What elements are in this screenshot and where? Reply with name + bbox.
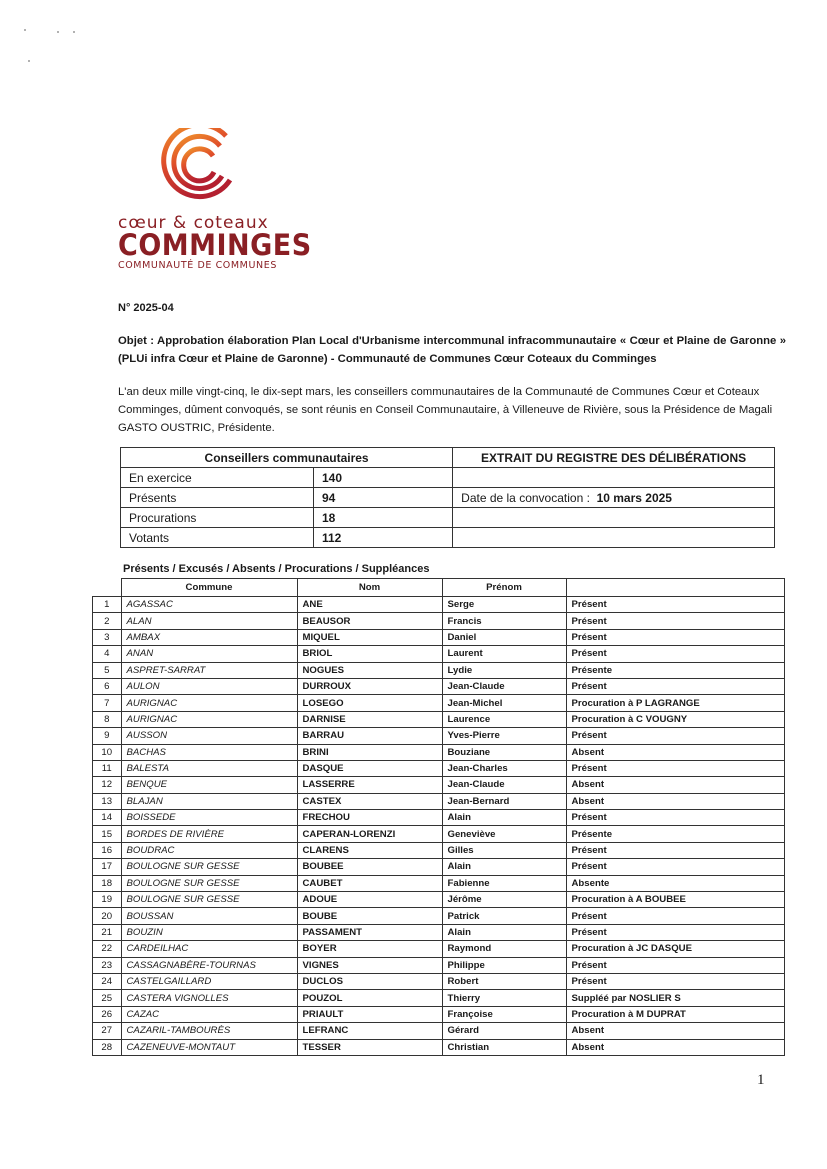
- table-row: [93, 957, 785, 973]
- column-header-statut: [566, 579, 785, 597]
- table-row: [93, 990, 785, 1006]
- table-row: [93, 924, 785, 940]
- table-row: [93, 728, 785, 744]
- summary-label: Votants: [121, 528, 314, 548]
- table-row: [93, 777, 785, 793]
- row-number: 25: [93, 990, 122, 1006]
- first-name-cell: Bouziane: [442, 744, 566, 760]
- status-cell: Présent: [566, 613, 785, 629]
- status-cell: Présent: [566, 842, 785, 858]
- last-name-cell: POUZOL: [297, 990, 442, 1006]
- status-cell: Présent: [566, 957, 785, 973]
- commune-cell: BORDES DE RIVIÈRE: [121, 826, 297, 842]
- column-header-nom: Nom: [297, 579, 442, 597]
- last-name-cell: CASTEX: [297, 793, 442, 809]
- row-number: 10: [93, 744, 122, 760]
- status-cell: Présent: [566, 973, 785, 989]
- first-name-cell: Philippe: [442, 957, 566, 973]
- status-cell: Absent: [566, 1023, 785, 1039]
- row-number: 24: [93, 973, 122, 989]
- status-cell: Présent: [566, 728, 785, 744]
- table-row: [93, 1039, 785, 1055]
- table-row: [93, 875, 785, 891]
- status-cell: Procuration à P LAGRANGE: [566, 695, 785, 711]
- status-cell: Suppléé par NOSLIER S: [566, 990, 785, 1006]
- first-name-cell: Alain: [442, 924, 566, 940]
- row-number: 13: [93, 793, 122, 809]
- status-cell: Présente: [566, 662, 785, 678]
- row-number: 7: [93, 695, 122, 711]
- first-name-cell: Christian: [442, 1039, 566, 1055]
- commune-cell: BALESTA: [121, 760, 297, 776]
- status-cell: Présent: [566, 760, 785, 776]
- table-row: [93, 810, 785, 826]
- commune-cell: BOULOGNE SUR GESSE: [121, 859, 297, 875]
- last-name-cell: BARRAU: [297, 728, 442, 744]
- first-name-cell: Laurence: [442, 711, 566, 727]
- deliberation-number: N° 2025-04: [118, 302, 174, 314]
- commune-cell: CARDEILHAC: [121, 941, 297, 957]
- table-row: [93, 941, 785, 957]
- status-cell: Procuration à M DUPRAT: [566, 1006, 785, 1022]
- commune-cell: CAZARIL-TAMBOURÈS: [121, 1023, 297, 1039]
- scan-speck: [57, 31, 59, 33]
- commune-cell: BOULOGNE SUR GESSE: [121, 875, 297, 891]
- row-number: 18: [93, 875, 122, 891]
- first-name-cell: Geneviève: [442, 826, 566, 842]
- summary-label: Procurations: [121, 508, 314, 528]
- row-number: 12: [93, 777, 122, 793]
- commune-cell: CASSAGNABÈRE-TOURNAS: [121, 957, 297, 973]
- scan-speck: [73, 31, 75, 33]
- last-name-cell: DARNISE: [297, 711, 442, 727]
- commune-cell: AGASSAC: [121, 597, 297, 613]
- first-name-cell: Jérôme: [442, 892, 566, 908]
- status-cell: Présent: [566, 646, 785, 662]
- last-name-cell: FRECHOU: [297, 810, 442, 826]
- table-row: [93, 892, 785, 908]
- last-name-cell: BRIOL: [297, 646, 442, 662]
- last-name-cell: DUCLOS: [297, 973, 442, 989]
- commune-cell: BOUZIN: [121, 924, 297, 940]
- row-number: 6: [93, 678, 122, 694]
- summary-empty-cell: [453, 468, 775, 488]
- table-row: [93, 1006, 785, 1022]
- status-cell: Absent: [566, 777, 785, 793]
- last-name-cell: PASSAMENT: [297, 924, 442, 940]
- summary-value: 94: [314, 488, 453, 508]
- attendance-section-title: Présents / Excusés / Absents / Procurations / Suppléances: [123, 563, 430, 575]
- last-name-cell: CAPERAN-LORENZI: [297, 826, 442, 842]
- status-cell: Procuration à C VOUGNY: [566, 711, 785, 727]
- first-name-cell: Daniel: [442, 629, 566, 645]
- table-row: [93, 1023, 785, 1039]
- summary-value: 18: [314, 508, 453, 528]
- last-name-cell: BOYER: [297, 941, 442, 957]
- first-name-cell: Alain: [442, 810, 566, 826]
- column-header-index: [93, 579, 122, 597]
- last-name-cell: LASSERRE: [297, 777, 442, 793]
- first-name-cell: Jean-Michel: [442, 695, 566, 711]
- convocation-date-cell: [453, 488, 775, 508]
- last-name-cell: CLARENS: [297, 842, 442, 858]
- first-name-cell: Jean-Charles: [442, 760, 566, 776]
- summary-header-right: EXTRAIT DU REGISTRE DES DÉLIBÉRATIONS: [453, 448, 775, 468]
- row-number: 5: [93, 662, 122, 678]
- status-cell: Présent: [566, 629, 785, 645]
- row-number: 28: [93, 1039, 122, 1055]
- last-name-cell: MIQUEL: [297, 629, 442, 645]
- commune-cell: BENQUE: [121, 777, 297, 793]
- last-name-cell: VIGNES: [297, 957, 442, 973]
- commune-cell: BACHAS: [121, 744, 297, 760]
- commune-cell: AURIGNAC: [121, 695, 297, 711]
- council-summary-table: [120, 447, 775, 548]
- first-name-cell: Françoise: [442, 1006, 566, 1022]
- row-number: 22: [93, 941, 122, 957]
- attendance-header-row: [93, 579, 785, 597]
- commune-cell: AUSSON: [121, 728, 297, 744]
- commune-cell: AULON: [121, 678, 297, 694]
- row-number: 3: [93, 629, 122, 645]
- row-number: 14: [93, 810, 122, 826]
- logo-text-line1: cœur & coteaux: [118, 213, 269, 233]
- attendance-body: [93, 597, 785, 1056]
- organization-logo: [118, 128, 312, 272]
- last-name-cell: ANE: [297, 597, 442, 613]
- summary-value: 112: [314, 528, 453, 548]
- first-name-cell: Patrick: [442, 908, 566, 924]
- convocation-date: 10 mars 2025: [596, 490, 672, 505]
- commune-cell: CASTERA VIGNOLLES: [121, 990, 297, 1006]
- last-name-cell: NOGUES: [297, 662, 442, 678]
- row-number: 2: [93, 613, 122, 629]
- table-row: [93, 760, 785, 776]
- first-name-cell: Lydie: [442, 662, 566, 678]
- status-cell: Absent: [566, 793, 785, 809]
- convocation-label: Date de la convocation :: [461, 490, 590, 505]
- last-name-cell: TESSER: [297, 1039, 442, 1055]
- table-row: [93, 793, 785, 809]
- status-cell: Absent: [566, 1039, 785, 1055]
- last-name-cell: LEFRANC: [297, 1023, 442, 1039]
- last-name-cell: CAUBET: [297, 875, 442, 891]
- last-name-cell: PRIAULT: [297, 1006, 442, 1022]
- table-row: [93, 908, 785, 924]
- commune-cell: ASPRET-SARRAT: [121, 662, 297, 678]
- status-cell: Présent: [566, 924, 785, 940]
- row-number: 16: [93, 842, 122, 858]
- logo-text-line2: COMMINGES: [118, 228, 312, 263]
- first-name-cell: Raymond: [442, 941, 566, 957]
- row-number: 4: [93, 646, 122, 662]
- first-name-cell: Fabienne: [442, 875, 566, 891]
- commune-cell: BOUSSAN: [121, 908, 297, 924]
- first-name-cell: Serge: [442, 597, 566, 613]
- row-number: 15: [93, 826, 122, 842]
- status-cell: Présent: [566, 597, 785, 613]
- last-name-cell: BEAUSOR: [297, 613, 442, 629]
- table-row: [93, 646, 785, 662]
- first-name-cell: Jean-Claude: [442, 678, 566, 694]
- status-cell: Procuration à A BOUBEE: [566, 892, 785, 908]
- commune-cell: CAZAC: [121, 1006, 297, 1022]
- status-cell: Présent: [566, 908, 785, 924]
- first-name-cell: Yves-Pierre: [442, 728, 566, 744]
- table-row: [93, 973, 785, 989]
- summary-label: Présents: [121, 488, 314, 508]
- summary-empty-cell: [453, 528, 775, 548]
- row-number: 11: [93, 760, 122, 776]
- status-cell: Absent: [566, 744, 785, 760]
- last-name-cell: LOSEGO: [297, 695, 442, 711]
- attendance-table: [92, 578, 785, 1056]
- page-number: 1: [757, 1072, 765, 1088]
- summary-header-left: Conseillers communautaires: [121, 448, 453, 468]
- deliberation-subject: Objet : Approbation élaboration Plan Local d'Urbanisme intercommunal infracommunautaire « Cœur et Plaine de Garonne » (PLUi infra Cœur et Plaine de Garonne) - Communauté de Communes Cœur Coteaux du Comminges: [118, 335, 786, 365]
- scan-speck: [28, 60, 30, 62]
- table-row: [93, 695, 785, 711]
- first-name-cell: Jean-Bernard: [442, 793, 566, 809]
- commune-cell: BLAJAN: [121, 793, 297, 809]
- commune-cell: AMBAX: [121, 629, 297, 645]
- summary-label: En exercice: [121, 468, 314, 488]
- first-name-cell: Thierry: [442, 990, 566, 1006]
- last-name-cell: DURROUX: [297, 678, 442, 694]
- status-cell: Procuration à JC DASQUE: [566, 941, 785, 957]
- first-name-cell: Laurent: [442, 646, 566, 662]
- row-number: 23: [93, 957, 122, 973]
- commune-cell: CAZENEUVE-MONTAUT: [121, 1039, 297, 1055]
- column-header-commune: Commune: [121, 579, 297, 597]
- commune-cell: BOULOGNE SUR GESSE: [121, 892, 297, 908]
- table-row: [93, 678, 785, 694]
- first-name-cell: Gilles: [442, 842, 566, 858]
- first-name-cell: Alain: [442, 859, 566, 875]
- scan-speck: [24, 29, 26, 31]
- first-name-cell: Jean-Claude: [442, 777, 566, 793]
- last-name-cell: BRINI: [297, 744, 442, 760]
- last-name-cell: ADOUE: [297, 892, 442, 908]
- row-number: 17: [93, 859, 122, 875]
- row-number: 26: [93, 1006, 122, 1022]
- table-row: [93, 597, 785, 613]
- table-row: [93, 629, 785, 645]
- commune-cell: AURIGNAC: [121, 711, 297, 727]
- status-cell: Présent: [566, 810, 785, 826]
- logo-spiral-icon: [158, 128, 238, 206]
- table-row: [93, 826, 785, 842]
- row-number: 1: [93, 597, 122, 613]
- status-cell: Présent: [566, 678, 785, 694]
- status-cell: Présente: [566, 826, 785, 842]
- row-number: 21: [93, 924, 122, 940]
- first-name-cell: Robert: [442, 973, 566, 989]
- first-name-cell: Francis: [442, 613, 566, 629]
- commune-cell: BOISSEDE: [121, 810, 297, 826]
- column-header-prenom: Prénom: [442, 579, 566, 597]
- introduction-paragraph: L'an deux mille vingt-cinq, le dix-sept mars, les conseillers communautaires de la Communauté de Communes Cœur et Coteaux Comminges, dûment convoqués, se sont réunis en Conseil Communautaire, à Villeneuve de Rivière, sous la Présidence de Magali GASTO OUSTRIC, Présidente.: [118, 386, 773, 434]
- summary-value: 140: [314, 468, 453, 488]
- table-row: [93, 859, 785, 875]
- table-row: [93, 662, 785, 678]
- commune-cell: BOUDRAC: [121, 842, 297, 858]
- commune-cell: ANAN: [121, 646, 297, 662]
- last-name-cell: BOUBE: [297, 908, 442, 924]
- row-number: 8: [93, 711, 122, 727]
- row-number: 20: [93, 908, 122, 924]
- commune-cell: ALAN: [121, 613, 297, 629]
- table-row: [93, 711, 785, 727]
- logo-text-line3: COMMUNAUTÉ DE COMMUNES: [118, 260, 277, 271]
- table-row: [93, 613, 785, 629]
- first-name-cell: Gérard: [442, 1023, 566, 1039]
- table-row: [93, 744, 785, 760]
- status-cell: Présent: [566, 859, 785, 875]
- row-number: 9: [93, 728, 122, 744]
- row-number: 27: [93, 1023, 122, 1039]
- summary-empty-cell: [453, 508, 775, 528]
- commune-cell: CASTELGAILLARD: [121, 973, 297, 989]
- last-name-cell: DASQUE: [297, 760, 442, 776]
- last-name-cell: BOUBEE: [297, 859, 442, 875]
- status-cell: Absente: [566, 875, 785, 891]
- table-row: [93, 842, 785, 858]
- row-number: 19: [93, 892, 122, 908]
